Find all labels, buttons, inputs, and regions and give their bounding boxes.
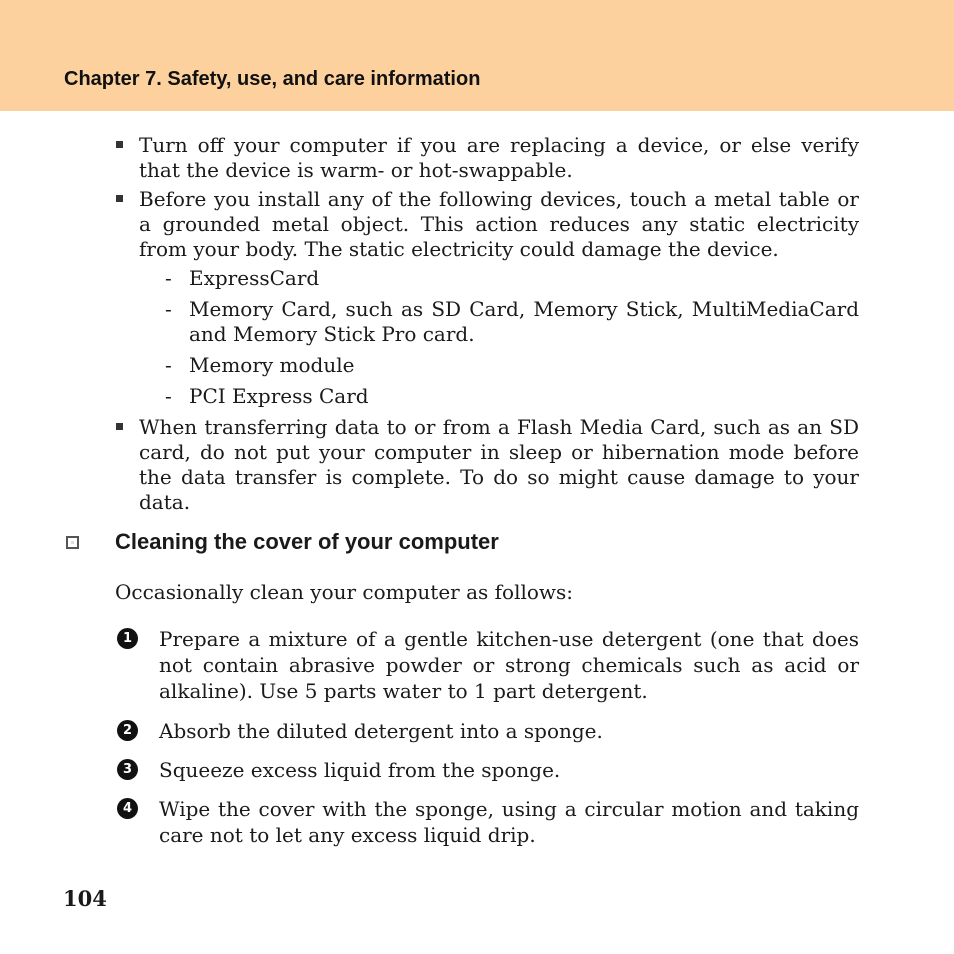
section-square-icon (66, 536, 79, 549)
step-item (115, 718, 859, 744)
list-item-text: When transferring data to or from a Flash Media Card, such as an SD card, do not put your computer in sleep or hibernation mode before the data transfer is complete. To do so might cause damage to your data. (139, 415, 859, 514)
step-text: Squeeze excess liquid from the sponge. (159, 758, 561, 782)
square-bullet-icon (116, 195, 123, 202)
list-item (113, 133, 859, 183)
cleaning-steps (115, 626, 859, 848)
step-number-icon: 1 (117, 628, 138, 649)
step-number-icon: 3 (117, 759, 138, 780)
step-text: Prepare a mixture of a gentle kitchen-use detergent (one that does not contain abrasive powder or strong chemicals such as acid or alkaline). Use 5 parts water to 1 part detergent. (159, 627, 859, 703)
step-number-icon: 2 (117, 720, 138, 741)
step-item (115, 626, 859, 704)
square-bullet-icon (116, 423, 123, 430)
device-sublist (139, 266, 859, 409)
dash-bullet: - (165, 384, 172, 408)
sublist-item (139, 384, 859, 409)
dash-bullet: - (165, 353, 172, 377)
square-bullet-icon (116, 141, 123, 148)
dash-bullet: - (165, 266, 172, 290)
sublist-item (139, 297, 859, 347)
step-text: Absorb the diluted detergent into a sponge. (159, 719, 603, 743)
step-item (115, 757, 859, 783)
list-item-text: Before you install any of the following devices, touch a metal table or a grounded metal object. This action reduces any static electricity from your body. The static electricity could damage the device. (139, 187, 859, 261)
step-text: Wipe the cover with the sponge, using a circular motion and taking care not to let any excess liquid drip. (159, 797, 859, 847)
sublist-item (139, 266, 859, 291)
section-intro: Occasionally clean your computer as follows: (115, 580, 574, 604)
step-number-icon: 4 (117, 798, 138, 819)
sublist-item (139, 353, 859, 378)
sublist-item-text: ExpressCard (189, 266, 320, 290)
list-item (113, 187, 859, 409)
chapter-header (0, 0, 954, 111)
sublist-item-text: Memory Card, such as SD Card, Memory Stick, MultiMediaCard and Memory Stick Pro card. (189, 297, 859, 346)
chapter-title: Chapter 7. Safety, use, and care information (64, 68, 481, 90)
dash-bullet: - (165, 297, 172, 321)
list-item (113, 415, 859, 515)
list-item-text: Turn off your computer if you are replacing a device, or else verify that the device is warm- or hot-swappable. (139, 133, 859, 182)
page-number: 104 (63, 886, 107, 911)
section-title: Cleaning the cover of your computer (115, 529, 499, 554)
sublist-item-text: Memory module (189, 353, 355, 377)
sublist-item-text: PCI Express Card (189, 384, 369, 408)
precautions-list (113, 133, 859, 519)
step-item (115, 796, 859, 848)
section-heading (64, 529, 864, 559)
